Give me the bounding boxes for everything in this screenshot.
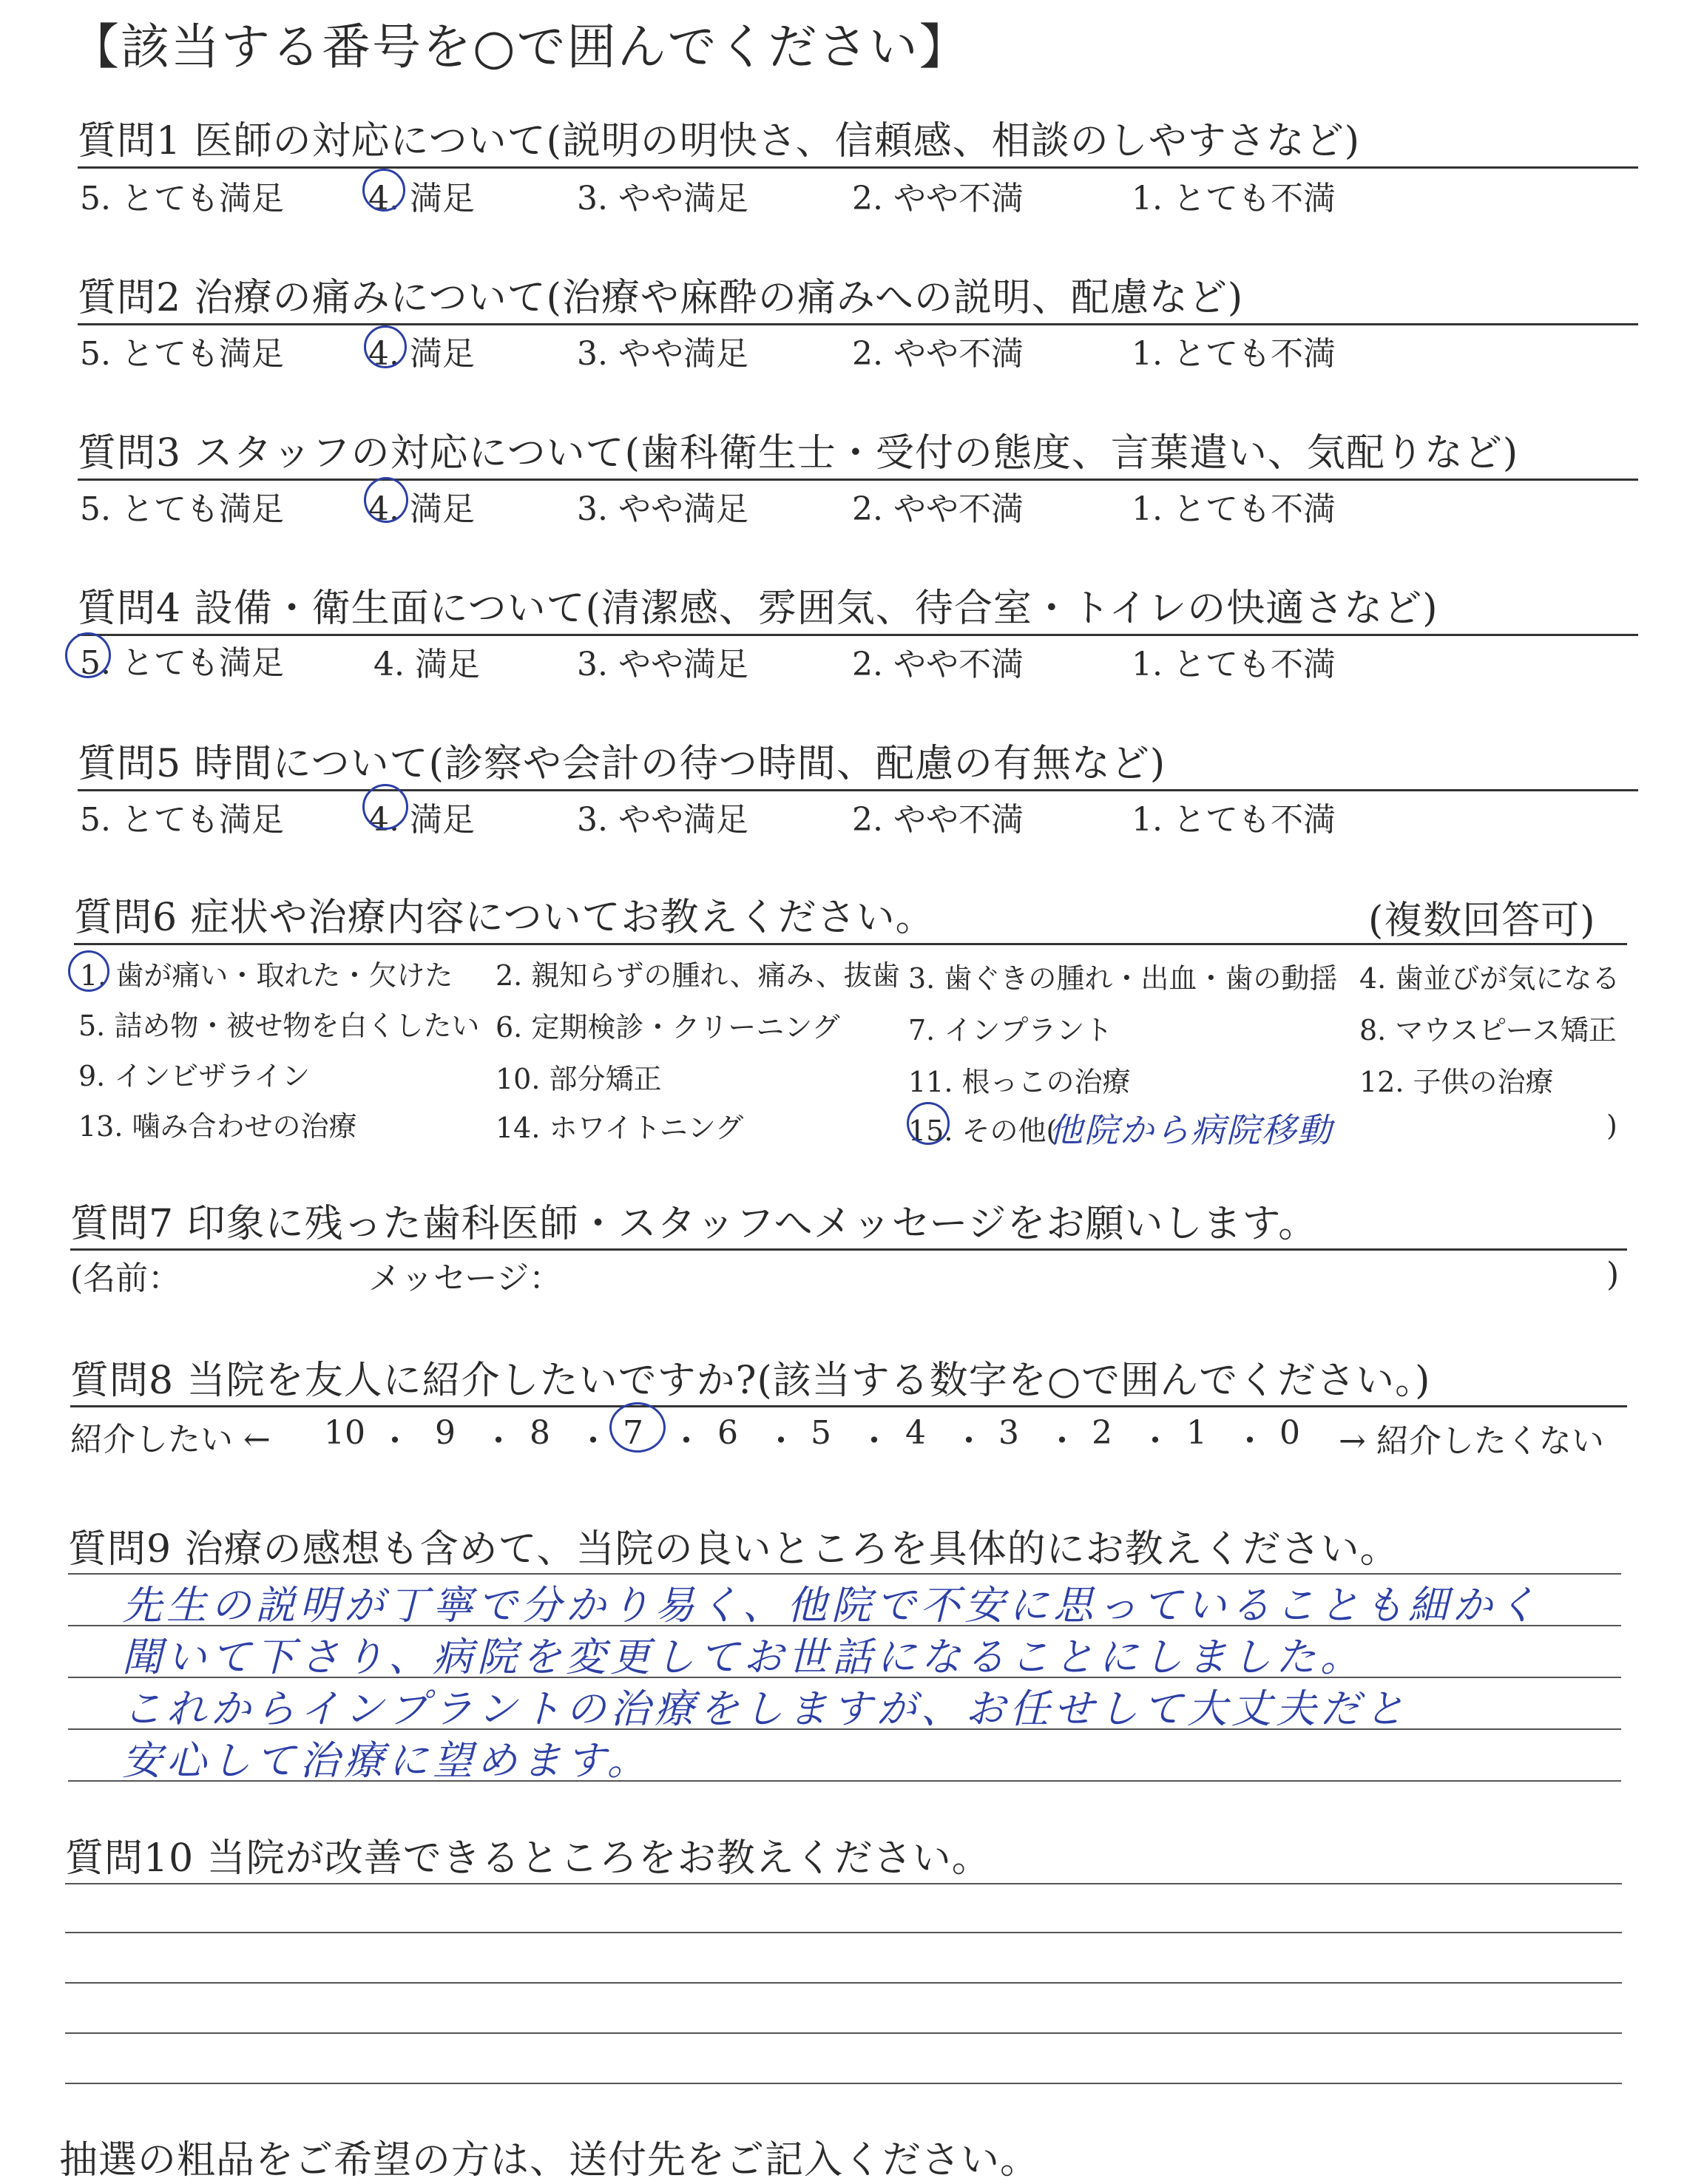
q2-option-4[interactable]: 4. 満足 (368, 335, 475, 373)
divider (78, 323, 1638, 325)
q8-scale-8[interactable]: 8 (530, 1414, 550, 1452)
q1-option-2[interactable]: 2. やや不満 (852, 180, 1024, 217)
q6-selected-circle-1 (68, 950, 109, 992)
question-2-label: 質問2 治療の痛みについて(治療や麻酔の痛みへの説明、配慮など) (78, 276, 1244, 320)
q9-answer-line-3[interactable]: これからインプラントの治療をしますが、お任せして大丈夫だと (122, 1686, 1409, 1732)
q4-option-2[interactable]: 2. やや不満 (852, 646, 1024, 683)
q6-selected-circle-15 (907, 1102, 950, 1145)
q2-selected-circle (364, 325, 407, 368)
q8-scale-separator: ・ (953, 1422, 985, 1460)
q8-scale-4[interactable]: 4 (905, 1414, 926, 1452)
q8-scale-7[interactable]: 7 (623, 1414, 643, 1452)
q6-option-6[interactable]: 6. 定期検診・クリーニング (496, 1011, 840, 1044)
q2-option-3[interactable]: 3. やや満足 (577, 335, 748, 373)
q9-answer-line-1[interactable]: 先生の説明が丁寧で分かり易く、他院で不安に思っていることも細かく (122, 1582, 1541, 1629)
answer-line (65, 1932, 1622, 1933)
q6-option-15[interactable]: 15. その他( (908, 1115, 1058, 1147)
q8-scale-separator: ・ (1139, 1422, 1172, 1460)
answer-line (65, 2032, 1622, 2034)
q6-option-3[interactable]: 3. 歯ぐきの腫れ・出血・歯の動揺 (908, 962, 1338, 995)
q3-option-4[interactable]: 4. 満足 (368, 490, 475, 528)
q8-scale-5[interactable]: 5 (811, 1414, 831, 1452)
q4-option-5[interactable]: 5. とても満足 (80, 644, 284, 682)
q6-option-5[interactable]: 5. 詰め物・被せ物を白くしたい (78, 1010, 480, 1042)
answer-line (65, 1982, 1622, 1984)
q7-name-label: (名前： (70, 1260, 181, 1297)
answer-line (65, 1883, 1622, 1884)
question-10-label: 質問10 当院が改善できるところをお教えください。 (65, 1836, 991, 1881)
q8-scale-1[interactable]: 1 (1186, 1414, 1207, 1452)
q5-option-1[interactable]: 1. とても不満 (1132, 801, 1336, 839)
q8-scale-2[interactable]: 2 (1092, 1414, 1112, 1452)
q6-other-text[interactable]: 他院から病院移動 (1049, 1110, 1333, 1150)
question-3-label: 質問3 スタッフの対応について(歯科衛生士・受付の態度、言葉遣い、気配りなど) (78, 431, 1519, 476)
q6-option-13[interactable]: 13. 噛み合わせの治療 (78, 1110, 357, 1143)
q6-option-14[interactable]: 14. ホワイトニング (496, 1112, 744, 1144)
question-5-label: 質問5 時間について(診察や会計の待つ時間、配慮の有無など) (78, 742, 1166, 786)
q8-scale-separator: ・ (1046, 1422, 1078, 1460)
q8-scale-0[interactable]: 0 (1279, 1414, 1300, 1452)
answer-line (65, 2083, 1622, 2084)
q9-answer-line-2[interactable]: 聞いて下さり、病院を変更してお世話になることにしました。 (122, 1634, 1365, 1680)
divider (78, 634, 1638, 636)
q1-option-5[interactable]: 5. とても満足 (80, 180, 284, 217)
q8-scale-separator: ・ (482, 1422, 515, 1460)
question-8-label: 質問8 当院を友人に紹介したいですか?(該当する数字を○で囲んでください。) (70, 1359, 1431, 1403)
q6-option-11[interactable]: 11. 根っこの治療 (908, 1066, 1131, 1098)
q3-option-3[interactable]: 3. やや満足 (577, 490, 748, 528)
q2-option-1[interactable]: 1. とても不満 (1132, 335, 1336, 373)
q5-option-5[interactable]: 5. とても満足 (80, 801, 284, 839)
divider (70, 1248, 1627, 1251)
q8-left-label: 紹介したい ← (70, 1421, 271, 1458)
q4-option-4[interactable]: 4. 満足 (373, 646, 480, 683)
question-1-label: 質問1 医師の対応について(説明の明快さ、信頼感、相談のしやすさなど) (78, 119, 1361, 163)
q6-option-4[interactable]: 4. 歯並びが気になる (1359, 962, 1620, 995)
q8-scale-separator: ・ (577, 1422, 609, 1460)
q7-close-paren: ) (1606, 1256, 1620, 1294)
form-title: 【該当する番号を○で囲んでください】 (70, 18, 970, 75)
divider (70, 1405, 1627, 1407)
q8-scale-9[interactable]: 9 (435, 1414, 456, 1452)
footer-text: 抽選の粗品をご希望の方は、送付先をご記入ください。 (59, 2138, 1040, 2183)
q4-option-3[interactable]: 3. やや満足 (577, 646, 748, 683)
question-9-label: 質問9 治療の感想も含めて、当院の良いところを具体的にお教えください。 (68, 1527, 1399, 1572)
q5-selected-circle (362, 784, 408, 830)
q8-scale-10[interactable]: 10 (324, 1414, 365, 1452)
q8-selected-circle (609, 1402, 666, 1453)
divider (78, 166, 1638, 169)
q6-option-8[interactable]: 8. マウスピース矯正 (1359, 1014, 1617, 1047)
divider (74, 943, 1627, 945)
q3-option-5[interactable]: 5. とても満足 (80, 490, 284, 528)
q5-option-4[interactable]: 4. 満足 (368, 801, 475, 839)
q2-option-5[interactable]: 5. とても満足 (80, 335, 284, 373)
q4-option-1[interactable]: 1. とても不満 (1132, 646, 1336, 683)
q4-selected-circle (65, 632, 111, 678)
q5-option-2[interactable]: 2. やや不満 (852, 801, 1024, 839)
q9-answer-line-4[interactable]: 安心して治療に望めます。 (122, 1737, 652, 1784)
q8-scale-separator: ・ (765, 1422, 797, 1460)
q8-scale-6[interactable]: 6 (717, 1414, 738, 1452)
q3-option-1[interactable]: 1. とても不満 (1132, 490, 1336, 528)
q7-message-label: メッセージ： (368, 1260, 562, 1297)
q6-option-1[interactable]: 1. 歯が痛い・取れた・欠けた (80, 959, 453, 992)
q8-scale-3[interactable]: 3 (998, 1414, 1019, 1452)
q6-option-7[interactable]: 7. インプラント (908, 1014, 1113, 1047)
question-7-label: 質問7 印象に残った歯科医師・スタッフへメッセージをお願いします。 (70, 1202, 1318, 1246)
q6-other-close: ) (1606, 1109, 1617, 1142)
question-6-note: (複数回答可) (1368, 899, 1596, 943)
q1-option-1[interactable]: 1. とても不満 (1132, 180, 1336, 217)
q8-right-label: → 紹介したくない (1339, 1422, 1604, 1460)
q3-option-2[interactable]: 2. やや不満 (852, 490, 1024, 528)
q5-option-3[interactable]: 3. やや満足 (577, 801, 748, 839)
question-6-label: 質問6 症状や治療内容についてお教えください。 (74, 896, 935, 940)
q2-option-2[interactable]: 2. やや不満 (852, 335, 1024, 373)
q1-option-4[interactable]: 4. 満足 (368, 180, 475, 217)
divider (78, 479, 1638, 481)
q6-option-9[interactable]: 9. インビザライン (78, 1060, 311, 1092)
q8-scale-separator: ・ (858, 1422, 890, 1460)
q8-scale-separator: ・ (379, 1422, 411, 1460)
q6-option-12[interactable]: 12. 子供の治療 (1359, 1066, 1554, 1098)
q1-option-3[interactable]: 3. やや満足 (577, 180, 748, 217)
q3-selected-circle (364, 477, 408, 523)
question-4-label: 質問4 設備・衛生面について(清潔感、雰囲気、待合室・トイレの快適さなど) (78, 586, 1438, 631)
q1-selected-circle (362, 169, 405, 212)
q8-scale-separator: ・ (670, 1422, 703, 1460)
q6-option-2[interactable]: 2. 親知らずの腫れ、痛み、抜歯 (496, 959, 900, 992)
divider (78, 789, 1638, 791)
q8-scale-separator: ・ (1234, 1422, 1266, 1460)
q6-option-10[interactable]: 10. 部分矯正 (496, 1063, 662, 1095)
